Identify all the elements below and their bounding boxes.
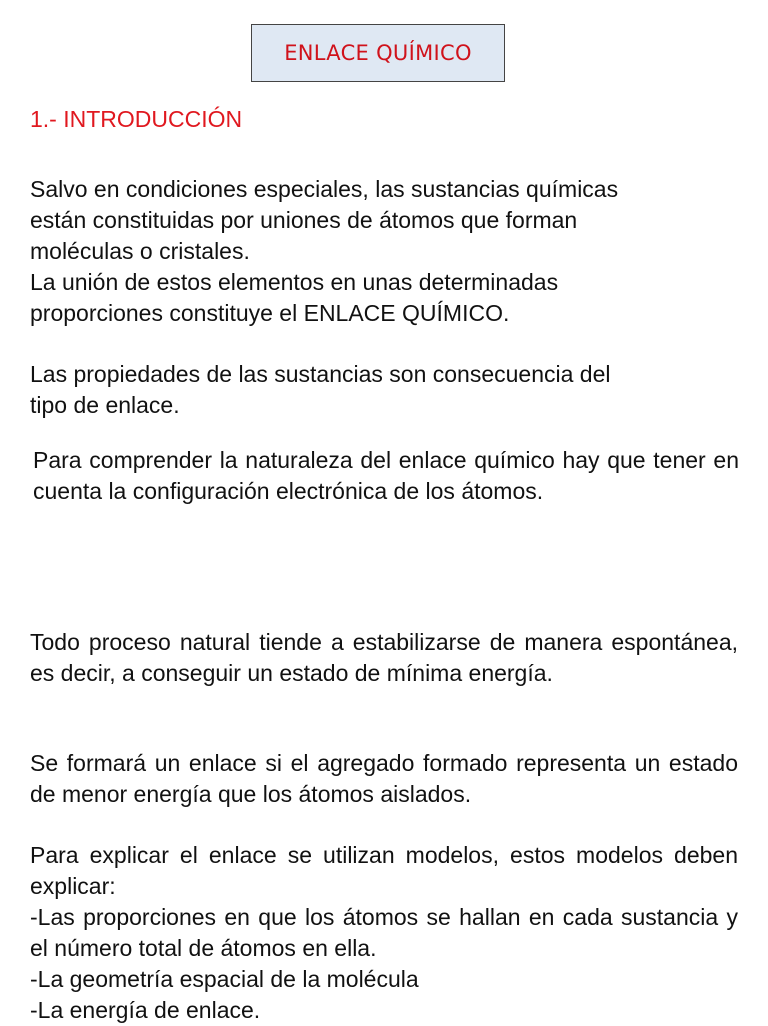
text-line: tipo de enlace. bbox=[30, 392, 180, 418]
configuration-paragraph bbox=[33, 445, 739, 507]
process-paragraph bbox=[30, 627, 738, 689]
text-paragraph: Todo proceso natural tiende a estabilizarse de manera espontánea, es decir, a conseguir un estado de mínima energía. bbox=[30, 629, 738, 686]
section-heading: 1.- INTRODUCCIÓN bbox=[30, 106, 243, 132]
text-line: La unión de estos elementos en unas determinadas bbox=[30, 269, 559, 295]
title-box bbox=[251, 24, 505, 82]
text-paragraph: Para comprender la naturaleza del enlace químico hay que tener en cuenta la configuración electrónica de los átomos. bbox=[33, 447, 739, 504]
bullet-item: -La geometría espacial de la molécula bbox=[30, 966, 419, 992]
text-line: están constituidas por uniones de átomos que forman bbox=[30, 207, 578, 233]
text-paragraph: Para explicar el enlace se utilizan modelos, estos modelos deben explicar: bbox=[30, 842, 738, 899]
properties-paragraph bbox=[30, 359, 730, 421]
intro-paragraph bbox=[30, 174, 730, 329]
page-title: ENLACE QUÍMICO bbox=[284, 41, 472, 65]
text-line: Salvo en condiciones especiales, las sustancias químicas bbox=[30, 176, 619, 202]
bullet-item: -La energía de enlace. bbox=[30, 997, 261, 1023]
text-line: proporciones constituye el ENLACE QUÍMICO. bbox=[30, 300, 510, 326]
bullet-item: -Las proporciones en que los átomos se hallan en cada sustancia y el número total de átomos en ella. bbox=[30, 904, 738, 961]
models-paragraph bbox=[30, 840, 738, 1026]
bond-formation-paragraph bbox=[30, 748, 738, 810]
text-line: moléculas o cristales. bbox=[30, 238, 250, 264]
text-line: Las propiedades de las sustancias son consecuencia del bbox=[30, 361, 611, 387]
text-paragraph: Se formará un enlace si el agregado formado representa un estado de menor energía que los átomos aislados. bbox=[30, 750, 738, 807]
